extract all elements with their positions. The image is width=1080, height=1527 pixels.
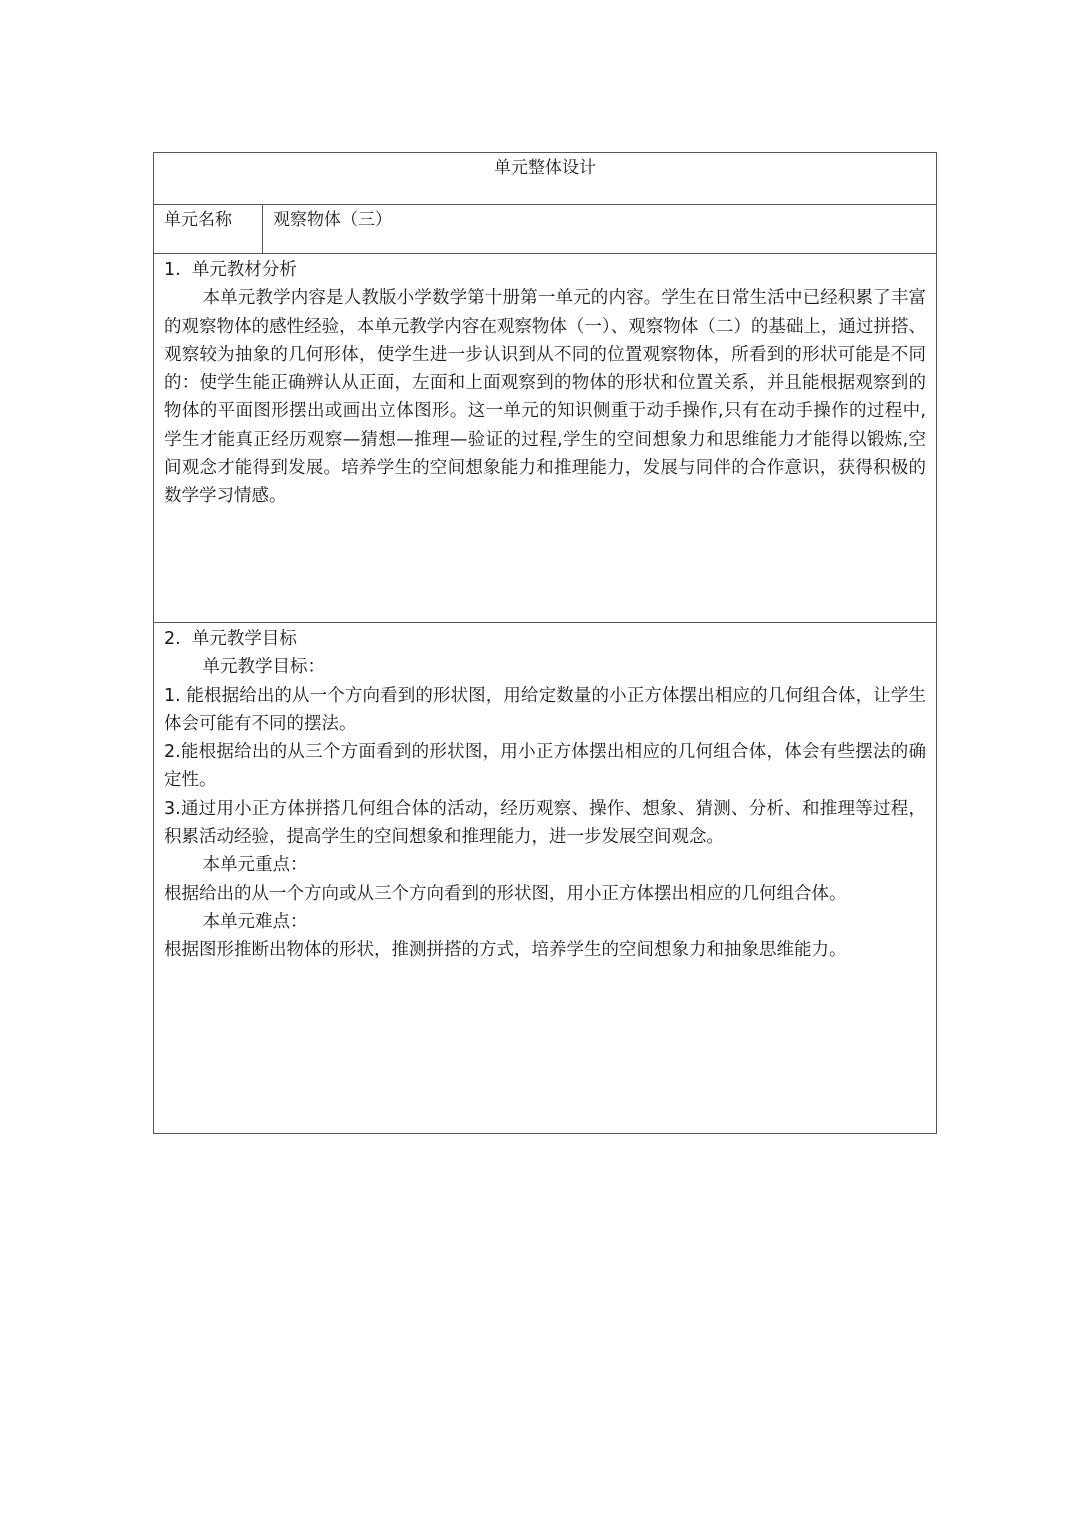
key-point-label: 本单元重点：: [202, 855, 308, 876]
unit-name-label: 单元名称: [154, 205, 263, 253]
unit-name-value: 观察物体（三）: [273, 210, 392, 230]
unit-name-row: [154, 205, 936, 254]
difficulty-label: 本单元难点：: [202, 911, 308, 932]
goal-item-3: 3.通过用小正方体拼搭几何组合体的活动，经历观察、操作、想象、猜测、分析、和推理等过程，积累活动经验，提高学生的空间想象和推理能力，进一步发展空间观念。: [164, 798, 926, 848]
goal-item-2: 2.能根据给出的从三个方面看到的形状图，用小正方体摆出相应的几何组合体，体会有些摆法的确定性。: [164, 742, 926, 791]
goals-label: 单元教学目标：: [202, 657, 325, 678]
table-title-row: [154, 153, 936, 205]
key-point-text: 根据给出的从一个方向或从三个方向看到的形状图，用小正方体摆出相应的几何组合体。: [164, 883, 847, 904]
difficulty-text: 根据图形推断出物体的形状，推测拼搭的方式，培养学生的空间想象力和抽象思维能力。: [164, 940, 847, 961]
unit-design-table: [153, 152, 937, 1134]
textbook-analysis-body: 本单元教学内容是人教版小学数学第十册第一单元的内容。学生在日常生活中已经积累了丰富的观察物体的感性经验，本单元教学内容在观察物体（一）、观察物体（二）的基础上，通过拼搭、观察较为抽象的几何形体，使学生进一步认识到从不同的位置观察物体，所看到的形状可能是不同的：使学生能正确辨认从正面，左面和上面观察到的物体的形状和位置关系，并且能根据观察到的物体的平面图形摆出或画出立体图形。这一单元的知识侧重于动手操作,只有在动手操作的过程中,学生才能真正经历观察—猜想—推理—验证的过程,学生的空间想象力和思维能力才能得以锻炼,空间观念才能得到发展。培养学生的空间想象能力和推理能力，发展与同伴的合作意识，获得积极的数学学习情感。: [164, 288, 926, 507]
table-title: 单元整体设计: [494, 158, 596, 178]
textbook-analysis-heading: 1. 单元教材分析: [164, 260, 297, 280]
goal-item-1: 1. 能根据给出的从一个方向看到的形状图，用给定数量的小正方体摆出相应的几何组合体，让学生体会可能有不同的摆法。: [164, 685, 926, 734]
textbook-analysis-section: [154, 254, 936, 623]
teaching-goals-heading: 2. 单元教学目标: [164, 629, 297, 649]
teaching-goals-section: [154, 623, 936, 1133]
